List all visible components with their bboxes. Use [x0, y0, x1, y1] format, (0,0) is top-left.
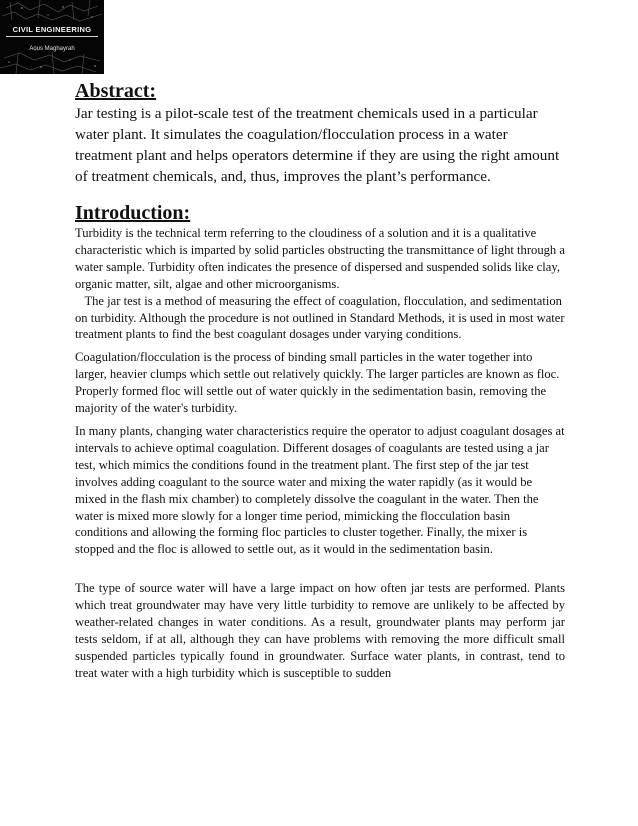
intro-paragraph-coagulation: Coagulation/flocculation is the process of binding small particles in the water together into larger, heavier clumps which settle out relatively quickly. The larger particles are known as floc. Properly formed floc will settle out of water quickly in the sedimentation basin, removing the majority of the water's turbidity. — [75, 350, 560, 416]
logo-title: CIVIL ENGINEERING — [12, 25, 92, 34]
civil-engineering-logo — [0, 0, 104, 74]
introduction-heading: Introduction: — [75, 202, 191, 224]
logo-texture — [0, 0, 104, 74]
intro-paragraph-dosages: In many plants, changing water characteristics require the operator to adjust coagulant dosages at intervals to achieve optimal coagulation. Different dosages of coagulants are tested using a jar test, which mimics the conditions found in the treatment plant. The first step of the jar test involves adding coagulant to the source water and mixing the water rapidly (as it would be mixed in the flash mix chamber) to completely dissolve the coagulant in the water. Then the water is mixed more slowly for a longer time period, mimicking the flocculation basin conditions and allowing the forming floc particles to cluster together. Finally, the mixer is stopped and the floc is allowed to settle out, as it would in the sedimentation basin. — [75, 423, 565, 557]
intro-paragraph-jar-test: The jar test is a method of measuring the effect of coagulation, flocculation, and sedimentation on turbidity. Although the procedure is not outlined in Standard Methods, it is used in most water treatment plants to find the best coagulant dosages under varying conditions. — [75, 293, 565, 342]
document-body — [75, 79, 565, 682]
intro-paragraph-turbidity: Turbidity is the technical term referring to the cloudiness of a solution and it is a qualitative characteristic which is imparted by solid particles obstructing the transmittance of light through a water sample. Turbidity often indicates the presence of dispersed and suspended solids like clay, organic matter, silt, algae and other microorganisms. — [75, 226, 565, 291]
abstract-text: Jar testing is a pilot-scale test of the treatment chemicals used in a particular water plant. It simulates the coagulation/flocculation process in a water treatment plant and helps operators determine if they are using the right amount of treatment chemicals, and, thus, improves the plant’s performance. — [75, 105, 560, 185]
intro-paragraph-source-water: The type of source water will have a large impact on how often jar tests are performed. Plants which treat groundwater may have very little turbidity to remove are unlikely to be affected by weather-related changes in water conditions. As a result, groundwater plants may perform jar tests seldom, if at all, although they can have problems with removing the more difficult small suspended particles typically found in groundwater. Surface water plants, in contrast, tend to treat water with a high turbidity which is susceptible to sudden — [75, 581, 565, 680]
abstract-heading: Abstract: — [75, 80, 157, 102]
logo-author: Aous Maghayrah — [29, 46, 75, 52]
